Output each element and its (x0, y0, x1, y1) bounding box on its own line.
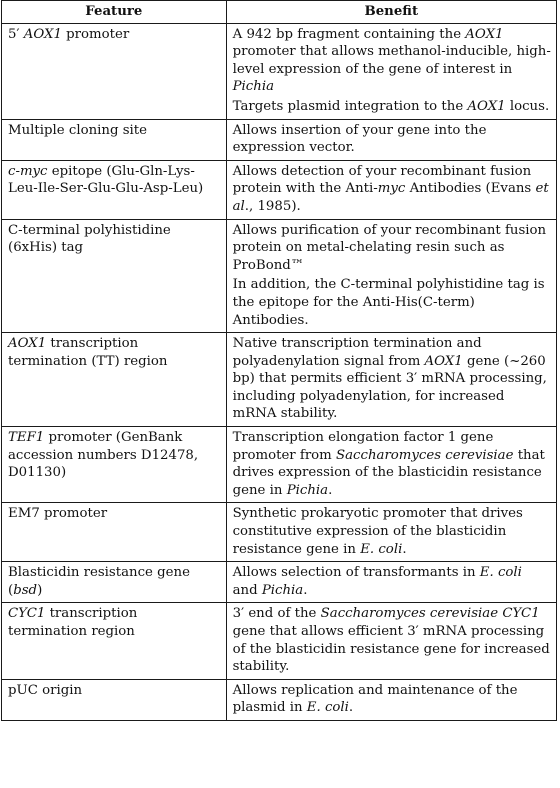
italic-term: AOX1 (424, 353, 463, 369)
feature-cell: C-terminal polyhistidine (6xHis) tag (2, 219, 227, 333)
benefit-paragraph: Synthetic prokaryotic promoter that drives constitutive expression of the blasticidin resistance gene in E. coli. (232, 506, 523, 557)
italic-term: E. coli (306, 700, 349, 716)
italic-term: Saccharomyces cerevisiae CYC1 (320, 606, 540, 622)
italic-term: Pichia (286, 482, 329, 498)
italic-term: AOX1 (467, 98, 506, 114)
table-header-row (2, 1, 557, 24)
italic-term: Pichia (232, 79, 274, 95)
benefit-cell (226, 333, 556, 427)
italic-term: E. coli (479, 565, 522, 581)
benefit-paragraph: Targets plasmid integration to the AOX1 locus. (232, 98, 550, 114)
document-page (1, 0, 557, 721)
italic-term: et al (232, 181, 549, 214)
feature-cell: Blasticidin resistance gene (bsd) (2, 562, 227, 603)
table-row (2, 679, 557, 720)
benefit-cell (226, 679, 556, 720)
italic-term: bsd (13, 582, 38, 598)
benefit-column-header: Benefit (226, 1, 556, 24)
table-row (2, 160, 557, 219)
italic-term: Pichia (261, 582, 304, 598)
italic-term: AOX1 (8, 336, 47, 352)
benefit-cell (226, 562, 556, 603)
italic-term: CYC1 (8, 606, 46, 622)
table-row (2, 23, 557, 119)
feature-cell: TEF1 promoter (GenBank accession numbers D12478, D01130) (2, 427, 227, 503)
italic-term: AOX1 (465, 26, 504, 42)
italic-term: myc (377, 181, 406, 197)
table-row (2, 503, 557, 562)
feature-cell: EM7 promoter (2, 503, 227, 562)
feature-cell: c-myc epitope (Glu-Gln-Lys-Leu-Ile-Ser-Glu-Glu-Asp-Leu) (2, 160, 227, 219)
table-row (2, 427, 557, 503)
benefit-paragraph: Allows purification of your recombinant fusion protein on metal-chelating resin such as ProBond™ (232, 222, 547, 273)
italic-term: Saccharomyces cerevisiae (336, 447, 514, 463)
feature-cell: pUC origin (2, 679, 227, 720)
feature-cell: Multiple cloning site (2, 119, 227, 160)
table-row (2, 333, 557, 427)
benefit-paragraph: Allows detection of your recombinant fusion protein with the Anti-myc Antibodies (Evans et al., 1985). (232, 163, 549, 214)
table-body (2, 23, 557, 720)
benefit-paragraph: In addition, the C-terminal polyhistidine tag is the epitope for the Anti-His(C-term) Antibodies. (232, 277, 545, 328)
table-row (2, 119, 557, 160)
benefit-cell (226, 219, 556, 333)
feature-cell: CYC1 transcription termination region (2, 603, 227, 679)
benefit-paragraph: 3′ end of the Saccharomyces cerevisiae CYC1 gene that allows efficient 3′ mRNA processing of the blasticidin resistance gene for increased stability. (232, 606, 550, 675)
benefit-paragraph: Allows replication and maintenance of the plasmid in E. coli. (232, 682, 518, 716)
italic-term: AOX1 (23, 26, 62, 42)
benefit-cell (226, 119, 556, 160)
feature-benefit-table (1, 0, 557, 721)
benefit-cell (226, 603, 556, 679)
benefit-paragraph: Transcription elongation factor 1 gene promoter from Saccharomyces cerevisiae that drives expression of the blasticidin resistance gene in Pichia. (232, 430, 545, 498)
benefit-cell (226, 23, 556, 119)
italic-term: E. coli (360, 541, 403, 557)
italic-term: TEF1 (8, 430, 45, 446)
benefit-paragraph: Allows insertion of your gene into the expression vector. (232, 122, 487, 156)
feature-cell: AOX1 transcription termination (TT) region (2, 333, 227, 427)
benefit-paragraph: Allows selection of transformants in E. coli and Pichia. (232, 565, 522, 598)
feature-cell: 5′ AOX1 promoter (2, 23, 227, 119)
italic-term: c-myc (8, 163, 48, 179)
table-row (2, 219, 557, 333)
benefit-cell (226, 160, 556, 219)
benefit-paragraph: Native transcription termination and polyadenylation signal from AOX1 gene (~260 bp) that permits efficient 3′ mRNA processing, including polyadenylation, for increased mRNA stability. (232, 336, 547, 422)
benefit-paragraph: A 942 bp fragment containing the AOX1 promoter that allows methanol-inducible, high-level expression of the gene of interest in Pichia (232, 26, 551, 95)
table-row (2, 562, 557, 603)
table-row (2, 603, 557, 679)
benefit-cell (226, 503, 556, 562)
feature-column-header: Feature (2, 1, 227, 24)
benefit-cell (226, 427, 556, 503)
